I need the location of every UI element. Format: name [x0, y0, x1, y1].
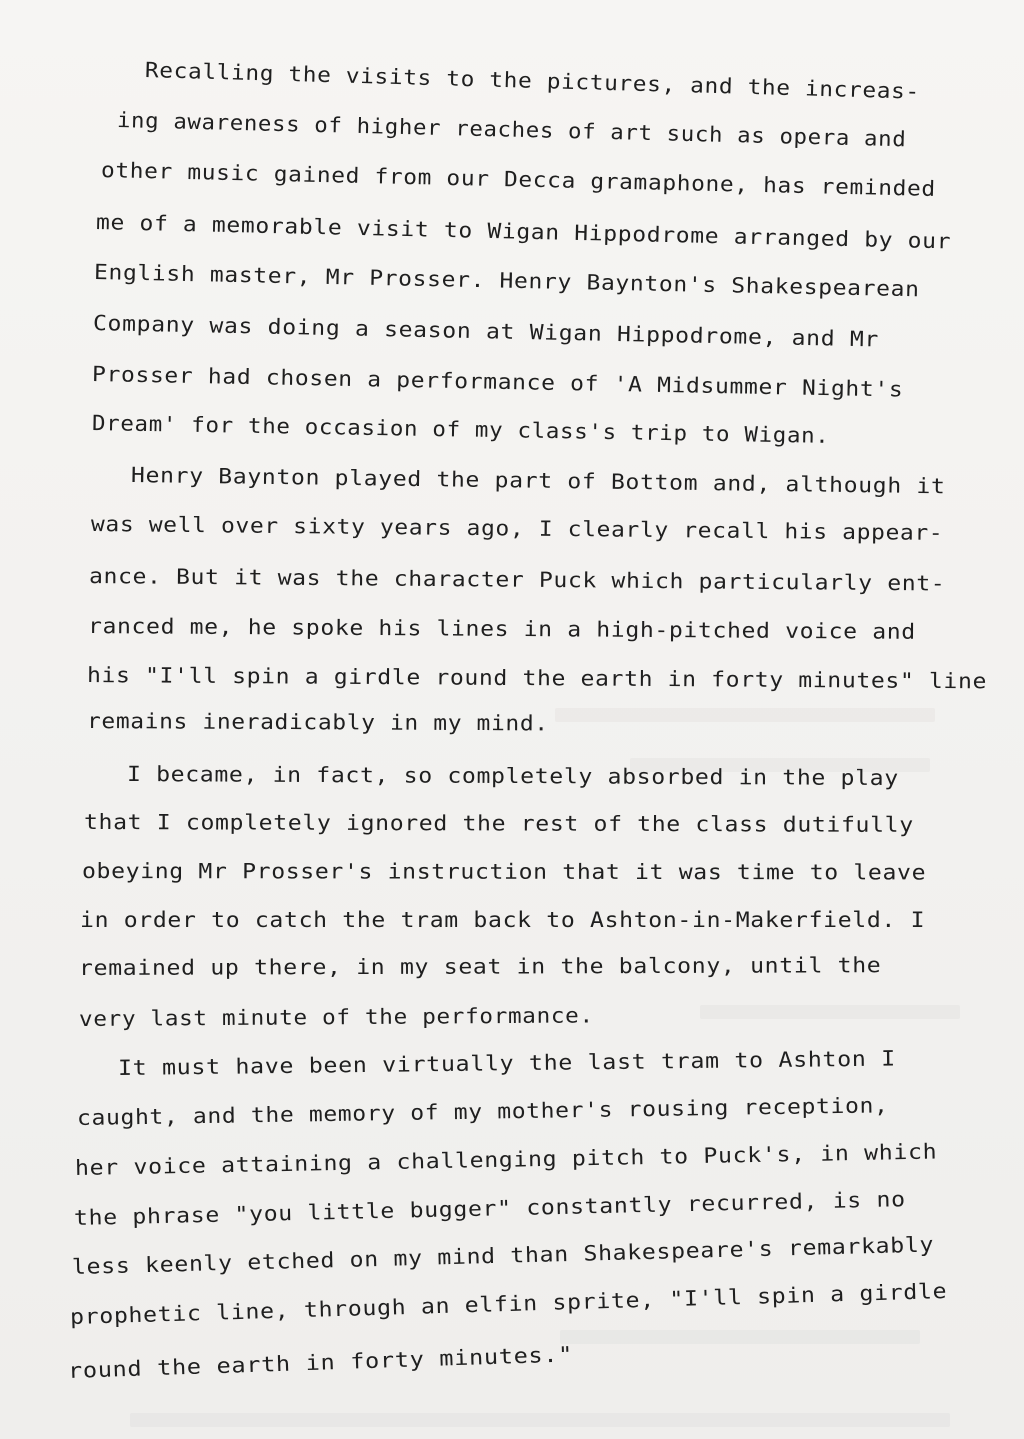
ghost-line — [130, 1413, 950, 1427]
text-line: very last minute of the performance. — [78, 1003, 594, 1031]
text-line: remains ineradicably in my mind. — [86, 709, 549, 736]
text-line: ing awareness of higher reaches of art such as opera and — [116, 108, 907, 152]
text-line: ance. But it was the character Puck which particularly ent- — [88, 564, 946, 596]
text-line: other music gained from our Decca gramaphone, has reminded — [100, 158, 937, 201]
text-line: obeying Mr Prosser's instruction that it was time to leave — [81, 859, 927, 885]
text-line: her voice attaining a challenging pitch to Puck's, in which — [74, 1139, 938, 1180]
text-line: caught, and the memory of my mother's rousing reception, — [76, 1093, 889, 1130]
text-line: less keenly etched on my mind than Shakespeare's remarkably — [71, 1232, 935, 1279]
text-line: Prosser had chosen a performance of 'A Midsummer Night's — [91, 362, 904, 402]
text-line: Henry Baynton played the part of Bottom and, although it — [130, 463, 946, 499]
text-line: ranced me, he spoke his lines in a high-pitched voice and — [87, 614, 916, 644]
text-line: in order to catch the tram back to Ashton-in-Makerfield. I — [80, 908, 926, 932]
text-line: round the earth in forty minutes." — [67, 1342, 574, 1383]
text-line: prophetic line, through an elfin sprite, "I'll spin a girdle — [69, 1278, 948, 1329]
text-line: was well over sixty years ago, I clearly recall his appear- — [90, 512, 944, 545]
text-line: the phrase "you little bugger" constantly recurred, is no — [73, 1187, 906, 1230]
text-line: Recalling the visits to the pictures, and the increas- — [144, 58, 921, 104]
text-line: that I completely ignored the rest of the class dutifully — [83, 810, 914, 837]
text-line: I became, in fact, so completely absorbed in the play — [126, 762, 899, 791]
text-line: Dream' for the occasion of my class's trip to Wigan. — [91, 411, 830, 448]
text-line: It must have been virtually the last tram to Ashton I — [117, 1046, 896, 1080]
ghost-line — [555, 708, 935, 722]
ghost-line — [700, 1005, 960, 1019]
text-line: English master, Mr Prosser. Henry Baynton's Shakespearean — [93, 260, 920, 302]
text-line: Company was doing a season at Wigan Hippodrome, and Mr — [92, 311, 880, 352]
text-line: me of a memorable visit to Wigan Hippodrome arranged by our — [95, 210, 952, 254]
ghost-line — [560, 1330, 920, 1344]
text-line: remained up there, in my seat in the balcony, until the — [78, 953, 882, 980]
text-line: his "I'll spin a girdle round the earth in forty minutes" line — [86, 663, 988, 694]
